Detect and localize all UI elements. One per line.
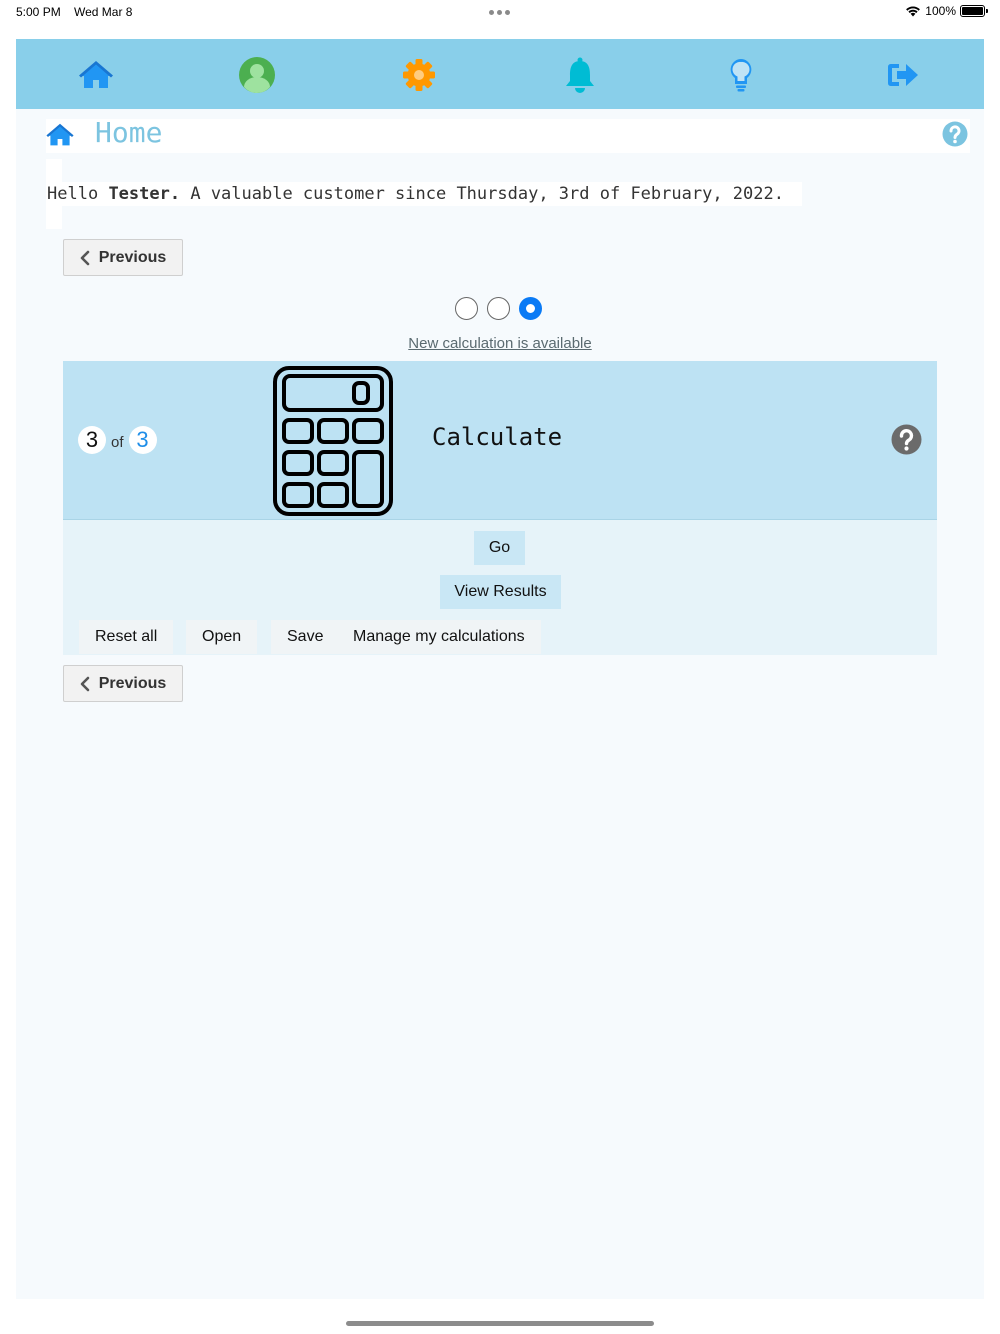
logout-icon [885, 60, 919, 90]
customer-name: Tester. [108, 184, 181, 204]
card-counter [78, 426, 157, 454]
nav-notifications-button[interactable] [560, 56, 600, 94]
new-calculation-link[interactable]: New calculation is available [408, 335, 592, 352]
status-date: Wed Mar 8 [74, 5, 133, 19]
counter-current: 3 [78, 426, 106, 454]
help-icon[interactable] [942, 121, 968, 147]
page-title: Home [95, 116, 163, 149]
nav-tips-button[interactable] [721, 56, 761, 94]
battery-percent: 100% [925, 4, 956, 18]
chevron-left-icon [80, 250, 90, 266]
multitasking-dots-icon[interactable] [489, 10, 510, 15]
go-button[interactable]: Go [474, 531, 525, 565]
card-title: Calculate [432, 423, 563, 451]
app-window [16, 39, 984, 1299]
reset-all-button[interactable]: Reset all [79, 620, 173, 654]
card-header [63, 361, 937, 520]
calculator-icon [272, 365, 394, 517]
page-header [46, 116, 970, 153]
user-icon [238, 56, 276, 94]
home-icon [79, 60, 113, 90]
page-dot-3[interactable] [519, 297, 542, 320]
previous-button[interactable] [63, 239, 183, 276]
top-nav [16, 39, 984, 109]
gear-icon [402, 58, 436, 92]
home-icon [46, 123, 74, 147]
lightbulb-icon [728, 57, 754, 93]
page-dot-1[interactable] [455, 297, 478, 320]
greeting-prefix: Hello [47, 184, 99, 204]
status-time: 5:00 PM [16, 5, 61, 19]
previous-label: Previous [98, 248, 167, 266]
status-indicators [905, 4, 985, 18]
bell-icon [563, 57, 597, 93]
open-button[interactable]: Open [186, 620, 257, 654]
battery-icon [960, 5, 985, 17]
nav-home-button[interactable] [76, 56, 116, 94]
help-icon[interactable] [891, 424, 922, 455]
wifi-icon [905, 5, 921, 17]
save-button[interactable]: Save [271, 620, 339, 654]
view-results-button[interactable]: View Results [440, 575, 561, 609]
nav-settings-button[interactable] [399, 56, 439, 94]
status-bar [0, 0, 1000, 26]
manage-calculations-button[interactable]: Manage my calculations [337, 620, 541, 654]
nav-logout-button[interactable] [882, 56, 922, 94]
calculation-card [63, 361, 937, 655]
page-indicator [455, 297, 542, 320]
home-indicator[interactable] [346, 1321, 654, 1326]
customer-since: A valuable customer since Thursday, 3rd of February, 2022. [190, 184, 784, 204]
counter-total: 3 [129, 426, 157, 454]
previous-button-bottom[interactable] [63, 665, 183, 702]
chevron-left-icon [80, 676, 90, 692]
page-dot-2[interactable] [487, 297, 510, 320]
counter-of: of [111, 433, 124, 451]
nav-profile-button[interactable] [237, 56, 277, 94]
greeting-text [47, 182, 802, 206]
previous-label: Previous [98, 674, 167, 692]
